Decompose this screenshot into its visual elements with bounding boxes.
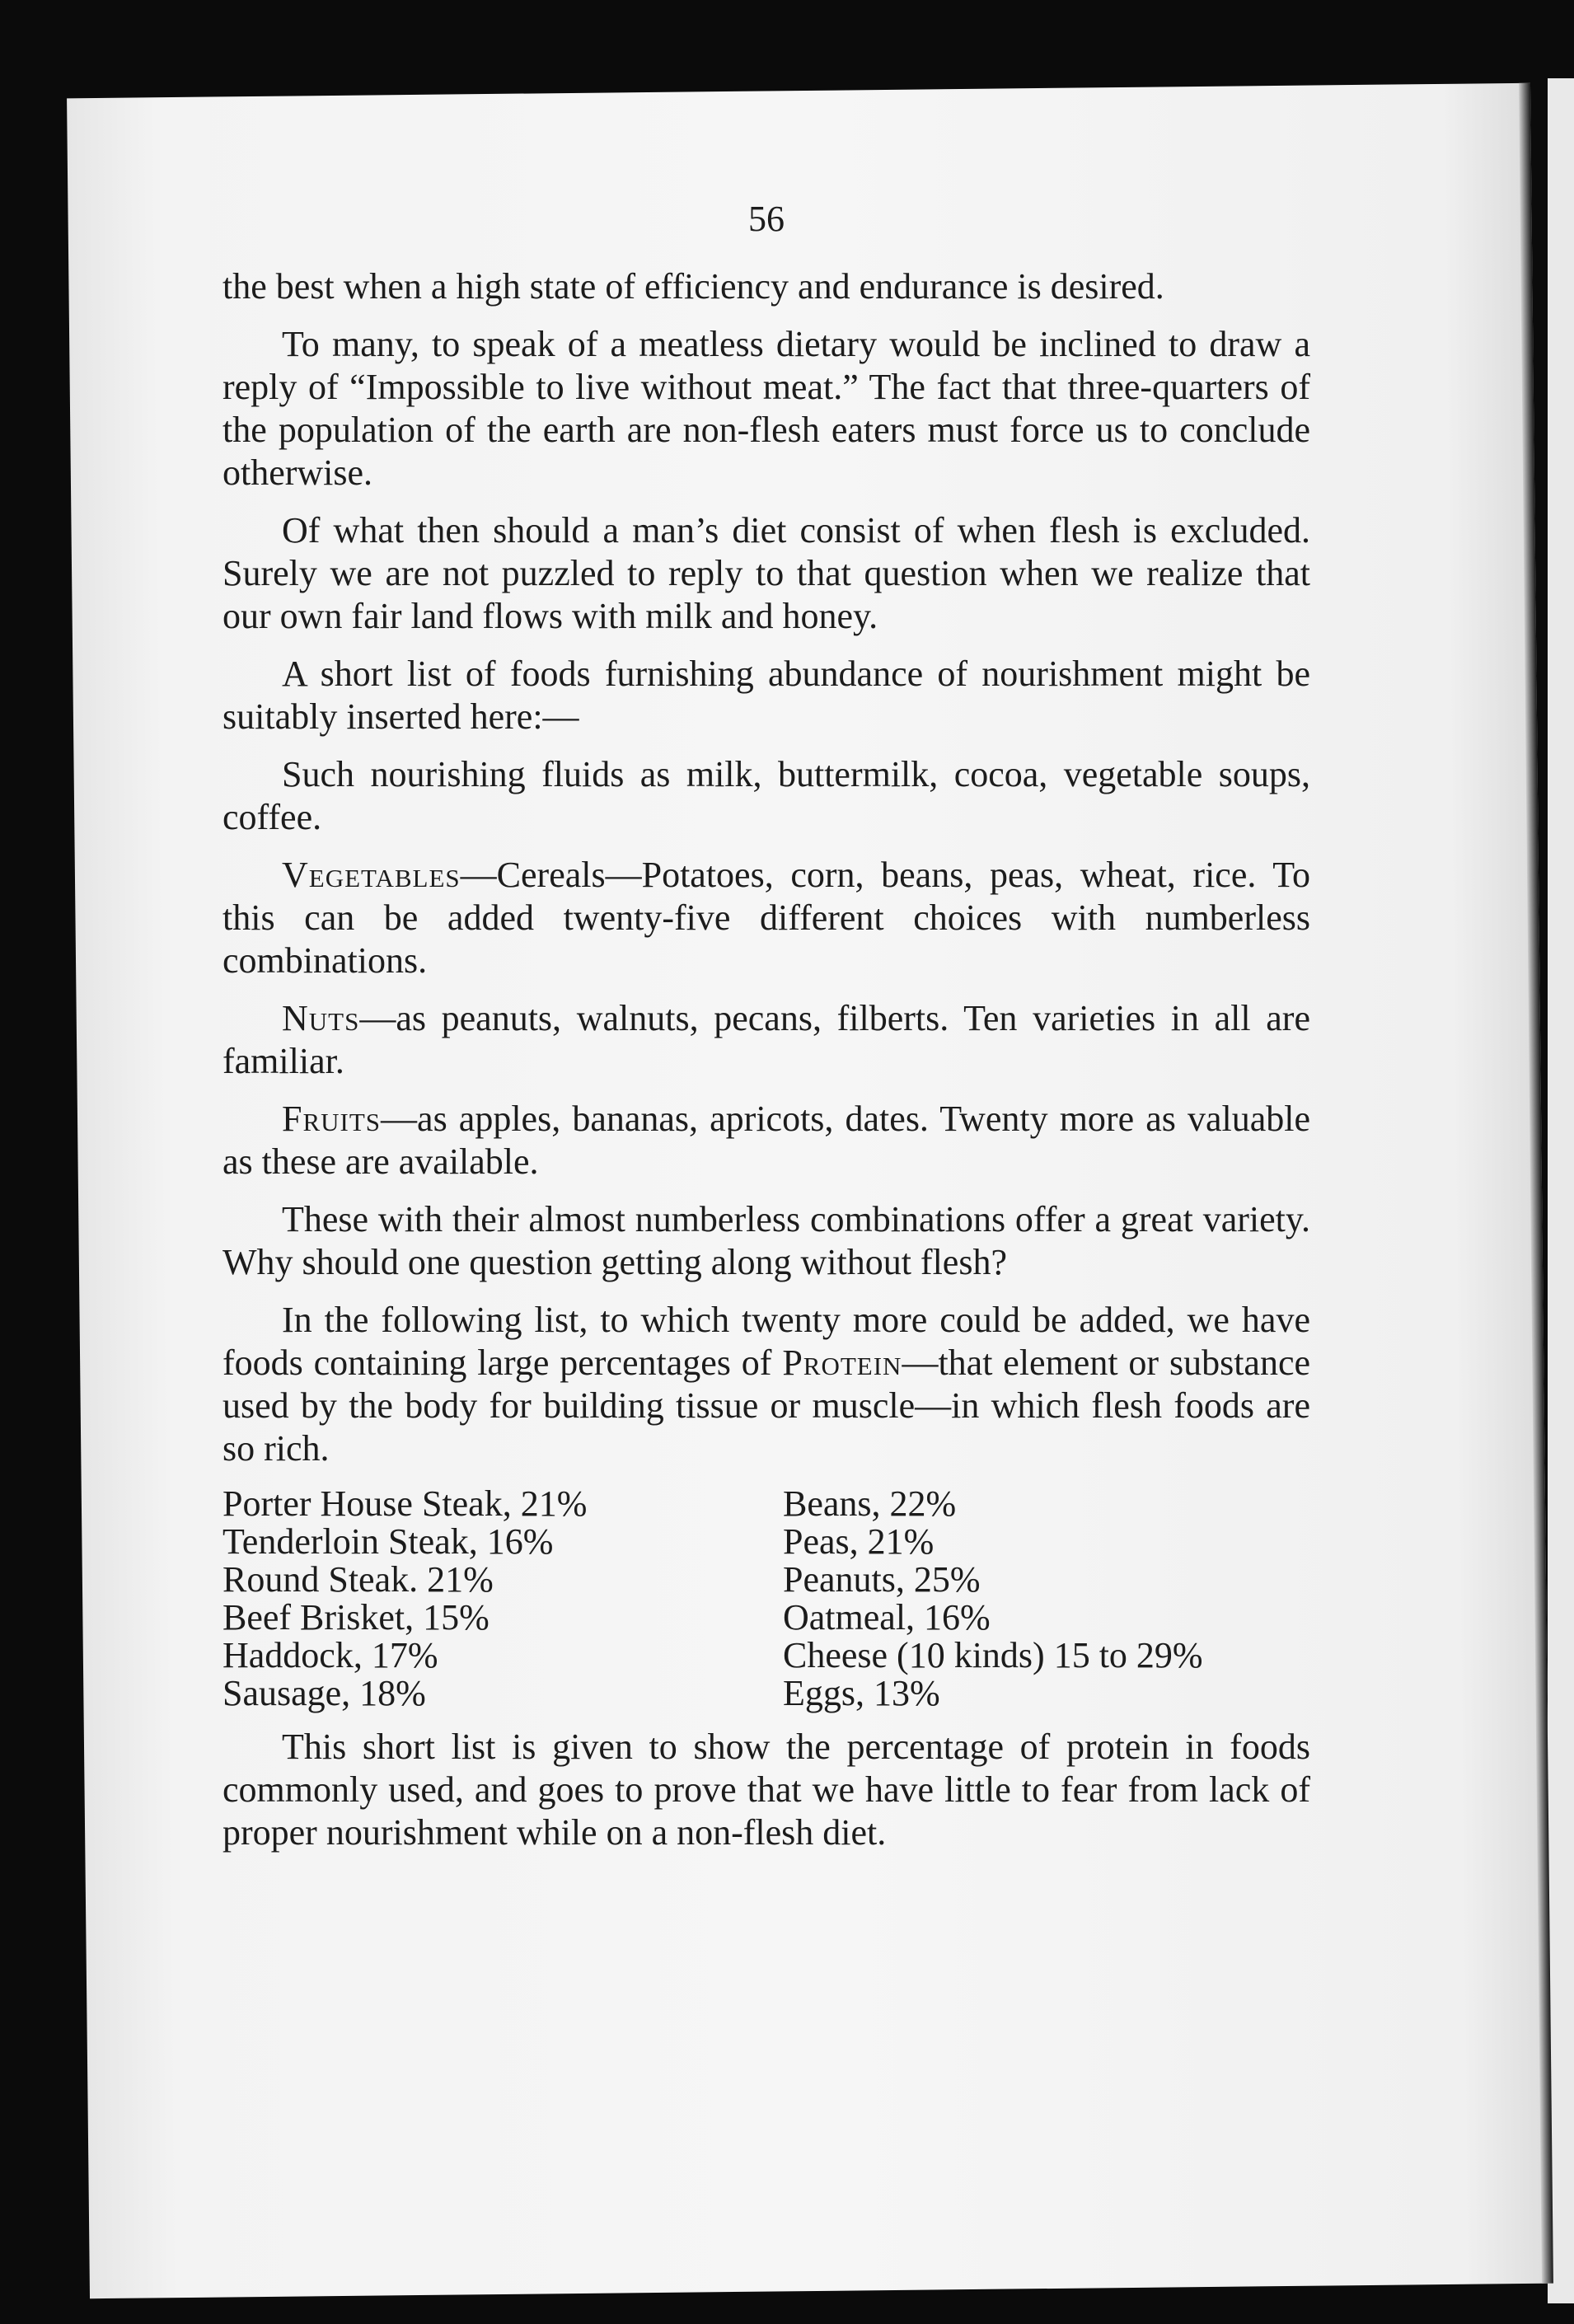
protein-intro-text-b: —that element or substance used by the body for building tissue or muscle—in which flesh foods are so rich. <box>223 1342 1311 1469</box>
paragraph-vegetables <box>223 854 1310 982</box>
protein-list-right-column <box>783 1485 1310 1713</box>
list-item: Peanuts, 25% <box>783 1559 981 1600</box>
list-item: Beans, 22% <box>783 1483 957 1524</box>
paragraph-short-list-intro: A short list of foods furnishing abundance of nourishment might be suitably inserted here:— <box>223 654 1310 737</box>
paragraph-protein-intro <box>223 1299 1310 1470</box>
fruits-heading: Fruits <box>282 1099 382 1139</box>
list-item: Haddock, 17% <box>223 1635 438 1675</box>
paragraph-variety: These with their almost numberless combinations offer a great variety. Why should one question getting along without flesh? <box>223 1199 1310 1282</box>
protein-list <box>223 1485 1310 1713</box>
paragraph-fluids: Such nourishing fluids as milk, buttermilk, cocoa, vegetable soups, coffee. <box>223 754 1310 837</box>
list-item: Sausage, 18% <box>223 1673 426 1713</box>
vegetables-text: —Cereals—Potatoes, corn, beans, peas, wheat, rice. To this can be added twenty-five different choices with numberless combinations. <box>223 855 1310 981</box>
nuts-heading: Nuts <box>282 998 360 1038</box>
page-number: 56 <box>748 199 785 239</box>
list-item: Beef Brisket, 15% <box>223 1597 490 1638</box>
paragraph-fruits <box>223 1098 1310 1183</box>
protein-term: Protein <box>782 1342 902 1383</box>
protein-list-left-column <box>223 1485 668 1713</box>
adjacent-page-edge <box>1548 78 1574 2303</box>
list-item: Eggs, 13% <box>783 1673 940 1713</box>
list-item: Peas, 21% <box>783 1521 935 1562</box>
paragraph-continuation: the best when a high state of efficiency and endurance is desired. <box>223 266 1164 307</box>
paragraph-diet-consist: Of what then should a man’s diet consist of when flesh is excluded. Surely we are not puzzled to reply to that question when we realize that our own fair land flows with milk and honey. <box>223 510 1310 636</box>
nuts-text: —as peanuts, walnuts, pecans, filberts. Ten varieties in all are familiar. <box>223 998 1310 1081</box>
vegetables-heading: Vegetables <box>282 855 461 895</box>
protein-intro-text-a: In the following list, to which twenty more could be added, we have foods containing large percentages of <box>223 1300 1310 1383</box>
list-item: Oatmeal, 16% <box>783 1597 991 1638</box>
page-content <box>223 198 1310 1869</box>
fruits-text: —as apples, bananas, apricots, dates. Twenty more as valuable as these are available. <box>223 1099 1310 1182</box>
list-item: Tenderloin Steak, 16% <box>223 1521 554 1562</box>
list-item: Cheese (10 kinds) 15 to 29% <box>783 1635 1203 1675</box>
paragraph-meatless-dietary: To many, to speak of a meatless dietary would be inclined to draw a reply of “Impossible to live without meat.” The fact that three-quarters of the population of the earth are non-flesh eaters must force us to conclude otherwise. <box>223 324 1310 493</box>
paragraph-nuts <box>223 997 1310 1083</box>
paragraph-conclusion: This short list is given to show the percentage of protein in foods commonly used, and goes to prove that we have little to fear from lack of proper nourishment while on a non-flesh diet. <box>223 1727 1310 1853</box>
list-item: Porter House Steak, 21% <box>223 1483 588 1524</box>
list-item: Round Steak. 21% <box>223 1559 494 1600</box>
